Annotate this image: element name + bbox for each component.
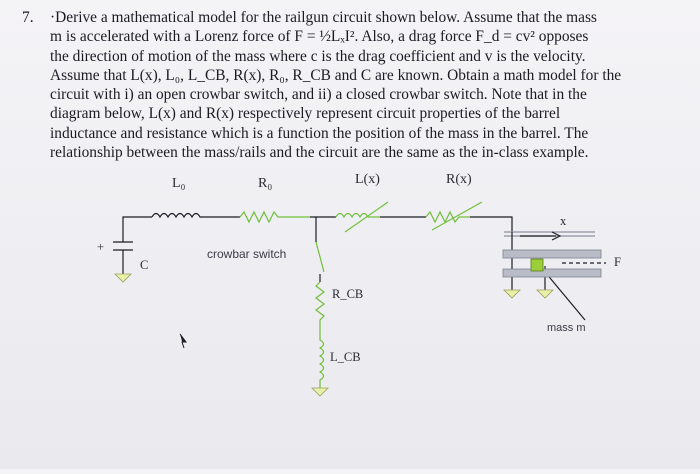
ground-capacitor bbox=[115, 274, 131, 282]
problem-statement bbox=[22, 8, 694, 162]
resistor-R0 bbox=[240, 212, 310, 222]
label-mass: mass m bbox=[547, 322, 586, 334]
problem-line-8: relationship between the mass/rails and the circuit are the same as the in-class example. bbox=[50, 144, 589, 162]
label-crowbar-switch: crowbar switch bbox=[207, 247, 287, 261]
wire-left-top bbox=[123, 217, 152, 242]
ground-crowbar bbox=[312, 388, 328, 396]
resistor-Rx-arrow bbox=[432, 202, 482, 230]
mass-block bbox=[531, 259, 543, 271]
rail-upper bbox=[503, 250, 601, 258]
cursor-mark bbox=[180, 334, 186, 348]
label-LCB: L_CB bbox=[330, 350, 361, 364]
label-Lx: L(x) bbox=[355, 172, 380, 187]
rail-lower bbox=[503, 269, 601, 277]
circuit-svg bbox=[0, 170, 700, 469]
label-Rx: R(x) bbox=[446, 172, 472, 187]
label-C: C bbox=[140, 258, 149, 272]
problem-line-7: inductance and resistance which is a function the position of the mass in the barrel. The bbox=[50, 124, 589, 142]
label-RCB: R_CB bbox=[332, 287, 364, 301]
problem-line-4: Assume that L(x), L₀, L_CB, R(x), R₀, R_CB and C are known. Obtain a math model for the bbox=[50, 66, 622, 84]
problem-line-2: m is accelerated with a Lorenz force of F = ½LₓI². Also, a drag force F_d = cv² opposes bbox=[50, 28, 589, 46]
label-F: F bbox=[614, 255, 621, 269]
problem-line-3: the direction of motion of the mass where c is the drag coefficient and v is the velocity. bbox=[50, 47, 586, 65]
label-R0: R₀ bbox=[258, 176, 273, 191]
railgun-circuit-diagram bbox=[0, 170, 700, 469]
problem-line-5: circuit with i) an open crowbar switch, and ii) a closed crowbar switch. Note that in the bbox=[50, 86, 587, 104]
problem-line-1: 7. ·Derive a mathematical model for the railgun circuit shown below. Assume that the mass bbox=[22, 9, 597, 26]
problem-number: 7. bbox=[22, 9, 34, 26]
label-L0: L₀ bbox=[172, 176, 186, 191]
wire-to-rail bbox=[470, 217, 512, 232]
label-x: x bbox=[560, 214, 567, 228]
ground-rail bbox=[504, 290, 520, 298]
inductor-Lx bbox=[336, 214, 380, 218]
inductor-L0 bbox=[152, 214, 240, 218]
crowbar-switch-blade bbox=[316, 242, 324, 272]
problem-line-6: diagram below, L(x) and R(x) respectively represent circuit properties of the barrel bbox=[50, 105, 561, 123]
label-plus: + bbox=[97, 240, 105, 254]
inductor-LCB bbox=[320, 330, 324, 388]
ground-mass bbox=[537, 290, 553, 298]
resistor-RCB bbox=[316, 282, 324, 330]
